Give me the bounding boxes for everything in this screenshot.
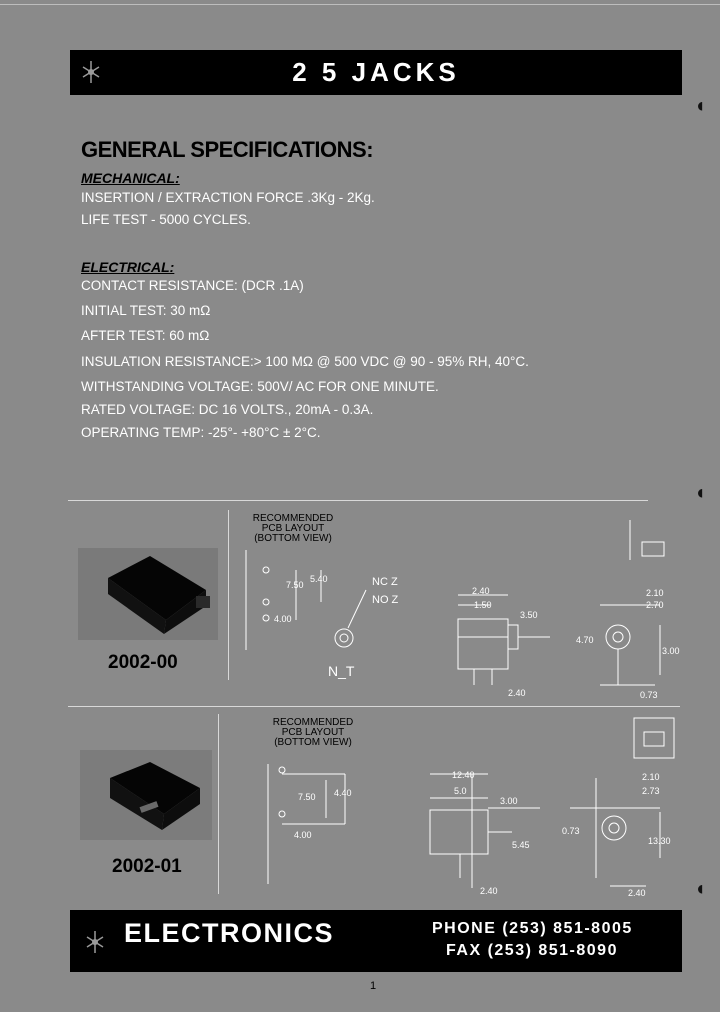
jack-photo-2002-01 <box>80 750 212 840</box>
dimension-label: 0.73 <box>640 690 658 700</box>
mechanical-heading: MECHANICAL: <box>81 170 180 186</box>
dimension-label: 2.10 <box>646 588 664 598</box>
dimension-label: 5.0 <box>454 786 467 796</box>
top-rule <box>0 4 720 5</box>
dimension-label: 5.40 <box>310 574 328 584</box>
section-divider <box>68 706 680 707</box>
section-divider <box>218 714 219 894</box>
section-divider <box>68 500 648 501</box>
dimension-label: NC Z <box>372 576 398 588</box>
part-number: 2002-01 <box>112 856 182 877</box>
dimension-label: 7.50 <box>298 792 316 802</box>
pcb-layout-drawing <box>236 550 426 680</box>
dimension-label: 4.00 <box>294 830 312 840</box>
dimension-label: 12.40 <box>452 770 475 780</box>
jack-end-view-icon <box>628 520 674 566</box>
dimension-label: 2.10 <box>642 772 660 782</box>
dimension-label: 2.40 <box>480 886 498 896</box>
page-title: 2 5 JACKS <box>292 57 460 87</box>
specs-heading: GENERAL SPECIFICATIONS: <box>81 137 374 162</box>
dimension-label: 2.40 <box>508 688 526 698</box>
spec-line: RATED VOLTAGE: DC 16 VOLTS., 20mA - 0.3A. <box>81 402 374 417</box>
binder-mark-icon: ◖ <box>694 95 707 117</box>
phone-number: PHONE (253) 851-8005 <box>432 920 633 937</box>
dimension-label: 3.00 <box>500 796 518 806</box>
jack-photo-2002-00 <box>78 548 218 640</box>
dimension-label: 0.73 <box>562 826 580 836</box>
jack-end-view-icon <box>632 716 676 764</box>
dimension-label: 3.50 <box>520 610 538 620</box>
dimension-label: 4.00 <box>274 614 292 624</box>
pcb-layout-drawing <box>250 754 370 894</box>
spec-line: OPERATING TEMP: -25°- +80°C ± 2°C. <box>81 425 321 440</box>
company-name: ELECTRONICS <box>124 918 335 948</box>
binder-mark-icon: ◖ <box>694 482 707 504</box>
spec-line: WITHSTANDING VOLTAGE: 500V/ AC FOR ONE MINUTE. <box>81 379 439 394</box>
spec-line: LIFE TEST - 5000 CYCLES. <box>81 212 251 227</box>
spec-line: INSERTION / EXTRACTION FORCE .3Kg - 2Kg. <box>81 190 375 205</box>
dimension-label: 5.45 <box>512 840 530 850</box>
spec-line: CONTACT RESISTANCE: (DCR .1A) <box>81 278 304 293</box>
spec-line: INITIAL TEST: 30 mΩ <box>81 303 211 318</box>
spec-line: INSULATION RESISTANCE:> 100 MΩ @ 500 VDC @ 90 - 95% RH, 40°C. <box>81 354 529 369</box>
dimension-label: 2.73 <box>642 786 660 796</box>
part-number: 2002-00 <box>108 652 178 673</box>
pcb-layout-title: RECOMMENDED PCB LAYOUT (BOTTOM VIEW) <box>252 513 334 544</box>
fax-number: FAX (253) 851-8090 <box>446 942 618 959</box>
section-divider <box>228 510 229 680</box>
dimension-label: 4.70 <box>576 635 594 645</box>
dimension-label: 1.50 <box>474 600 492 610</box>
footer-bar <box>70 910 682 972</box>
header-bar <box>70 50 682 95</box>
electrical-heading: ELECTRICAL: <box>81 259 175 275</box>
dimension-label: 7.50 <box>286 580 304 590</box>
logo-icon <box>82 928 108 956</box>
dimension-label: NO Z <box>372 594 399 606</box>
spec-line: AFTER TEST: 60 mΩ <box>81 328 210 343</box>
dimension-label: 3.00 <box>662 646 680 656</box>
dimension-label: 2.40 <box>628 888 646 898</box>
page-number: 1 <box>370 980 377 992</box>
dimension-label: 13.30 <box>648 836 671 846</box>
logo-icon <box>78 58 104 86</box>
dimension-label: 2.70 <box>646 600 664 610</box>
binder-mark-icon: ◖ <box>694 878 707 900</box>
pcb-layout-title: RECOMMENDED PCB LAYOUT (BOTTOM VIEW) <box>272 717 354 748</box>
dimension-label: 4.40 <box>334 788 352 798</box>
nut-label: N_T <box>328 663 355 679</box>
dimension-label: 2.40 <box>472 586 490 596</box>
